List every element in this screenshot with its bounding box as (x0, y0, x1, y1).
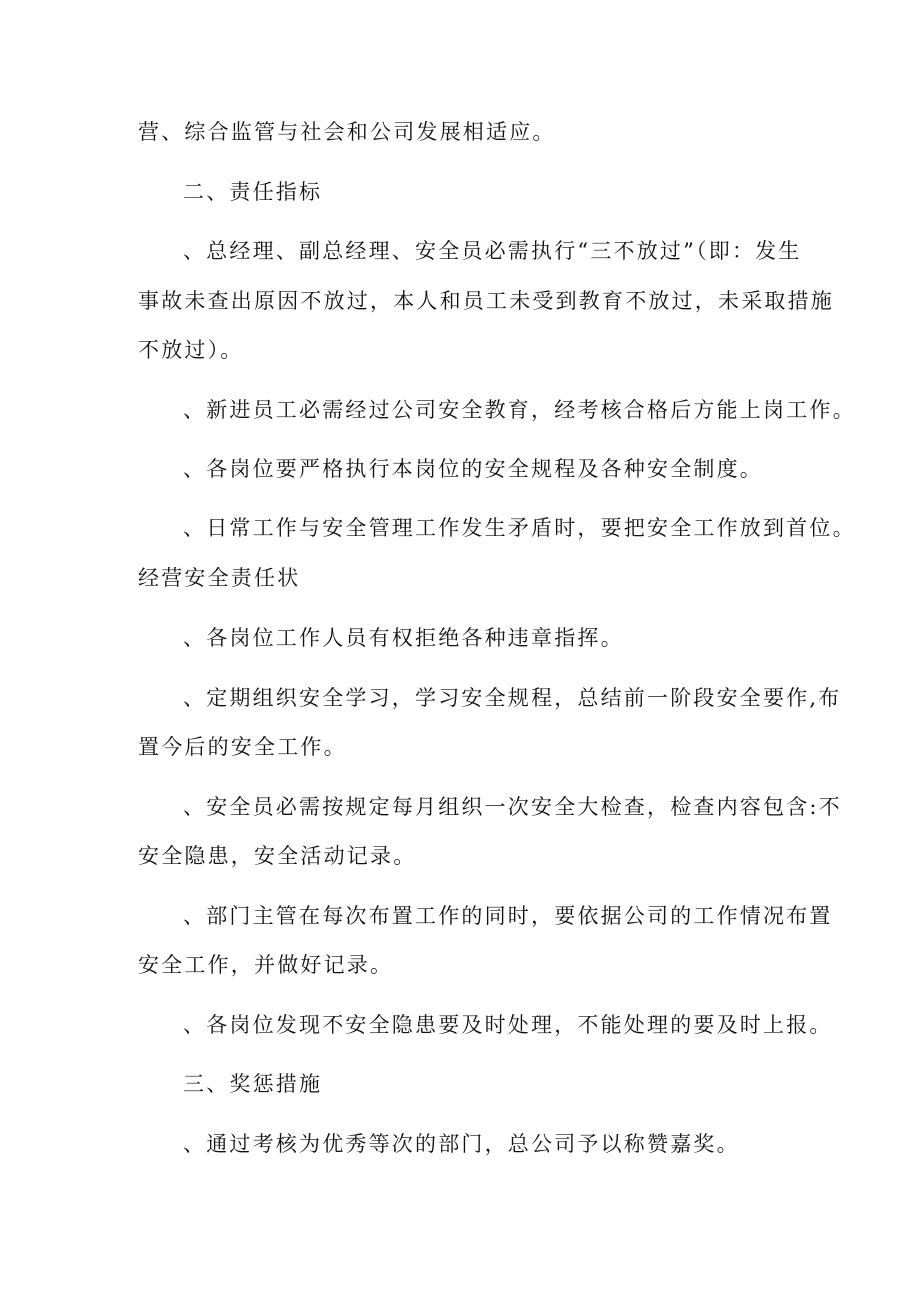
paragraph-line: 、各岗位要严格执行本岗位的安全规程及各种安全制度。 (183, 457, 763, 481)
paragraph-line: 事故未查出原因不放过，本人和员工未受到教育不放过，未采取措施 (138, 289, 834, 313)
paragraph-line: 、日常工作与安全管理工作发生矛盾时，要把安全工作放到首位。 (183, 516, 856, 540)
paragraph-line: 、各岗位工作人员有权拒绝各种违章指挥。 (183, 626, 624, 650)
paragraph-line: 、部门主管在每次布置工作的同时，要依据公司的工作情况布置 (183, 904, 833, 928)
paragraph-line: 不放过）。 (138, 338, 244, 362)
paragraph-line: 置今后的安全工作。 (138, 735, 347, 759)
paragraph-line: 、通过考核为优秀等次的部门，总公司予以称赞嘉奖。 (183, 1132, 740, 1156)
section-heading: 三、奖惩措施 (183, 1072, 323, 1096)
paragraph-line: 安全工作，并做好记录。 (138, 953, 394, 977)
paragraph-line: 、安全员必需按规定每月组织一次安全大检查，检查内容包含:不 (183, 795, 842, 819)
paragraph-line: 、各岗位发现不安全隐患要及时处理，不能处理的要及时上报。 (183, 1013, 833, 1037)
subheading-line: 经营安全责任状 (138, 566, 301, 590)
paragraph-line: 安全隐患，安全活动记录。 (138, 844, 417, 868)
section-heading: 二、责任指标 (183, 180, 323, 204)
paragraph-line: 、新进员工必需经过公司安全教育，经考核合格后方能上岗工作。 (183, 398, 856, 422)
paragraph-line: 、总经理、副总经理、安全员必需执行“三不放过”（即：发生 (183, 239, 802, 263)
paragraph-line: 营、综合监管与社会和公司发展相适应。 (138, 120, 556, 144)
paragraph-line: 、定期组织安全学习，学习安全规程，总结前一阶段安全要作,布 (183, 686, 842, 710)
